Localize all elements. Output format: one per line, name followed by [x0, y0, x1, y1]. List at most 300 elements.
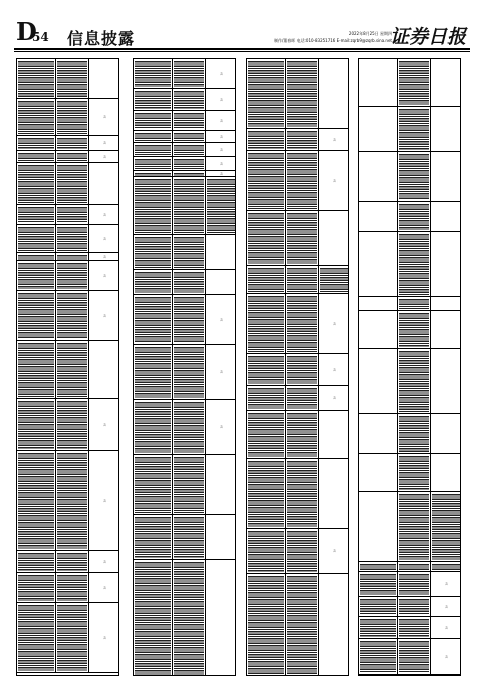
table-cell	[172, 143, 205, 156]
table-cell	[172, 131, 205, 142]
cell-value: 否	[103, 314, 106, 317]
table-cell	[17, 163, 55, 204]
text-block	[399, 234, 429, 295]
table-cell	[134, 400, 172, 454]
table-cell	[397, 232, 430, 296]
table-cell	[318, 574, 348, 676]
table-cell	[247, 266, 285, 293]
cell-value: 否	[220, 172, 223, 175]
text-block	[135, 113, 171, 129]
table-row	[17, 573, 118, 603]
table-cell	[17, 253, 55, 260]
table-cell	[88, 261, 118, 290]
table-cell	[205, 157, 235, 170]
table-row	[134, 177, 235, 235]
table-column-1	[16, 58, 119, 676]
cell-value: 否	[220, 98, 223, 101]
table-row	[359, 232, 460, 297]
text-block	[399, 351, 429, 412]
text-block	[18, 605, 54, 671]
text-block	[174, 237, 204, 268]
table-cell	[430, 617, 460, 638]
table-row	[359, 617, 460, 639]
table-cell	[55, 451, 88, 550]
table-row	[359, 59, 460, 107]
table-cell	[359, 414, 397, 453]
table-row	[247, 59, 348, 129]
text-block	[57, 293, 87, 339]
table-cell	[134, 345, 172, 399]
text-block	[18, 207, 54, 223]
table-row	[247, 211, 348, 266]
table-row	[17, 151, 118, 163]
table-cell	[172, 400, 205, 454]
text-block	[18, 293, 54, 339]
table-cell	[172, 157, 205, 170]
table-cell	[359, 572, 397, 596]
table-cell	[205, 400, 235, 454]
text-block	[399, 456, 429, 490]
table-row	[134, 235, 235, 270]
cell-value: 否	[333, 322, 336, 325]
masthead-logo: 证券日报	[389, 26, 466, 48]
table-cell	[397, 572, 430, 596]
table-cell	[205, 455, 235, 514]
table-cell	[318, 59, 348, 128]
table-cell	[430, 297, 460, 310]
text-block	[287, 213, 317, 264]
table-cell	[318, 266, 348, 293]
table-row	[134, 59, 235, 89]
table-cell	[55, 291, 88, 340]
table-row	[359, 454, 460, 492]
table-row	[17, 205, 118, 225]
table-cell	[55, 261, 88, 290]
text-block	[57, 227, 87, 251]
table-cell	[134, 235, 172, 269]
cell-value: 否	[220, 119, 223, 122]
cell-value: 否	[103, 255, 106, 258]
table-row	[17, 163, 118, 205]
table-cell	[397, 349, 430, 413]
table-cell	[285, 294, 318, 353]
text-block	[18, 401, 54, 449]
cell-value: 否	[333, 396, 336, 400]
cell-value: 否	[220, 135, 223, 138]
table-cell	[172, 235, 205, 269]
text-block	[287, 61, 317, 127]
table-cell	[430, 59, 460, 106]
table-cell	[397, 562, 430, 571]
text-block	[399, 416, 429, 452]
text-block	[135, 297, 171, 343]
cell-value: 否	[103, 499, 106, 502]
table-cell	[285, 574, 318, 676]
text-block	[57, 553, 87, 571]
table-cell	[359, 617, 397, 638]
table-cell	[247, 411, 285, 458]
table-cell	[205, 59, 235, 88]
table-cell	[88, 205, 118, 224]
table-cell	[88, 163, 118, 204]
text-block	[287, 296, 317, 352]
table-cell	[17, 341, 55, 398]
table-row	[17, 603, 118, 673]
table-row	[359, 297, 460, 311]
table-cell	[430, 202, 460, 231]
text-block	[248, 131, 284, 149]
table-cell	[285, 529, 318, 573]
cell-value: 否	[333, 549, 336, 553]
table-row	[359, 639, 460, 675]
table-cell	[55, 99, 88, 135]
table-cell	[88, 291, 118, 340]
table-cell	[318, 386, 348, 410]
text-block	[287, 461, 317, 527]
cell-value: 否	[103, 237, 106, 240]
table-cell	[285, 211, 318, 265]
table-cell	[134, 171, 172, 176]
table-cell	[172, 560, 205, 676]
section-title: 信息披露	[67, 29, 136, 48]
table-cell	[430, 414, 460, 453]
table-row	[359, 414, 460, 454]
table-cell	[318, 294, 348, 353]
table-row	[247, 294, 348, 354]
table-cell	[359, 297, 397, 310]
table-cell	[359, 232, 397, 296]
table-cell	[205, 89, 235, 110]
table-row	[134, 111, 235, 131]
text-block	[248, 576, 284, 675]
table-cell	[318, 211, 348, 265]
text-block	[320, 268, 348, 292]
text-block	[57, 255, 87, 260]
table-cell	[397, 59, 430, 106]
text-block	[287, 356, 317, 384]
table-cell	[205, 235, 235, 269]
table-cell	[172, 295, 205, 344]
table-cell	[318, 411, 348, 458]
table-cell	[205, 560, 235, 676]
table-row	[17, 261, 118, 291]
text-block	[57, 453, 87, 549]
table-cell	[430, 572, 460, 596]
table-cell	[397, 311, 430, 348]
table-row	[134, 157, 235, 171]
text-block	[399, 564, 429, 570]
table-cell	[134, 515, 172, 559]
table-cell	[55, 399, 88, 450]
text-block	[18, 227, 54, 251]
table-row	[134, 345, 235, 400]
table-row	[247, 129, 348, 151]
text-block	[248, 388, 284, 409]
table-row	[17, 551, 118, 573]
text-block	[399, 61, 429, 105]
table-cell	[430, 454, 460, 491]
table-cell	[134, 157, 172, 170]
table-cell	[285, 354, 318, 385]
table-cell	[205, 111, 235, 130]
table-cell	[397, 617, 430, 638]
table-row	[359, 202, 460, 232]
cell-value: 否	[103, 155, 106, 158]
cell-value: 否	[103, 115, 106, 119]
table-row	[134, 295, 235, 345]
table-cell	[430, 232, 460, 296]
table-cell	[88, 603, 118, 672]
table-cell	[205, 515, 235, 559]
table-cell	[359, 311, 397, 348]
table-cell	[430, 492, 460, 561]
table-cell	[318, 151, 348, 210]
text-block	[174, 159, 204, 169]
editor-line: 制作/董春晖 电话:010-83251716 E-mail:zqrb9@zqrb.sina.net	[273, 38, 392, 43]
table-cell	[172, 171, 205, 176]
text-block	[18, 153, 54, 161]
table-row	[359, 492, 460, 562]
table-row	[17, 59, 118, 99]
cell-value: 否	[333, 179, 336, 182]
table-cell	[397, 107, 430, 151]
text-block	[135, 91, 171, 109]
table-row	[247, 386, 348, 411]
text-block	[57, 401, 87, 449]
cell-value: 否	[445, 655, 448, 658]
cell-value: 否	[445, 605, 448, 608]
text-block	[57, 153, 87, 161]
table-cell	[430, 107, 460, 151]
table-cell	[17, 551, 55, 572]
table-cell	[247, 59, 285, 128]
table-cell	[172, 59, 205, 88]
table-cell	[88, 253, 118, 260]
text-block	[135, 61, 171, 87]
table-cell	[55, 573, 88, 602]
table-cell	[430, 349, 460, 413]
table-cell	[172, 111, 205, 130]
text-block	[248, 61, 284, 127]
table-cell	[88, 59, 118, 98]
text-block	[135, 517, 171, 558]
table-cell	[359, 107, 397, 151]
table-row	[247, 266, 348, 294]
text-block	[360, 599, 396, 615]
table-row	[134, 400, 235, 455]
table-cell	[55, 551, 88, 572]
table-cell	[134, 131, 172, 142]
table-cell	[134, 177, 172, 234]
text-block	[18, 575, 54, 601]
header-rule-thin	[14, 51, 470, 52]
table-row	[134, 560, 235, 676]
text-block	[399, 619, 429, 637]
text-block	[57, 207, 87, 223]
table-row	[17, 99, 118, 136]
table-cell	[55, 225, 88, 252]
text-block	[18, 263, 54, 289]
table-cell	[17, 99, 55, 135]
text-block	[248, 268, 284, 292]
text-block	[135, 562, 171, 675]
text-block	[432, 564, 460, 570]
text-block	[18, 255, 54, 260]
table-cell	[55, 205, 88, 224]
table-cell	[397, 492, 430, 561]
table-cell	[17, 59, 55, 98]
table-row	[134, 89, 235, 111]
text-block	[135, 347, 171, 398]
table-cell	[318, 529, 348, 573]
table-cell	[17, 205, 55, 224]
table-row	[359, 311, 460, 349]
table-row	[247, 574, 348, 676]
table-cell	[285, 266, 318, 293]
table-cell	[205, 295, 235, 344]
table-column-3	[246, 58, 349, 676]
cell-value: 否	[103, 636, 106, 639]
table-cell	[359, 152, 397, 201]
table-cell	[172, 345, 205, 399]
table-cell	[318, 459, 348, 528]
table-cell	[55, 59, 88, 98]
text-block	[360, 564, 396, 570]
text-block	[399, 154, 429, 200]
text-block	[174, 113, 204, 129]
text-block	[135, 145, 171, 155]
table-cell	[285, 411, 318, 458]
cell-value: 否	[103, 213, 106, 216]
table-cell	[17, 136, 55, 150]
header-rule	[14, 48, 470, 50]
table-cell	[17, 291, 55, 340]
text-block	[18, 165, 54, 203]
text-block	[135, 457, 171, 513]
table-row	[359, 349, 460, 414]
text-block	[248, 153, 284, 209]
text-block	[399, 204, 429, 230]
text-block	[248, 213, 284, 264]
table-cell	[205, 131, 235, 142]
table-row	[17, 253, 118, 261]
text-block	[399, 574, 429, 595]
table-row	[17, 136, 118, 151]
text-block	[287, 531, 317, 572]
page-header	[0, 0, 484, 50]
table-cell	[205, 270, 235, 294]
table-cell	[134, 295, 172, 344]
table-row	[247, 151, 348, 211]
table-cell	[285, 386, 318, 410]
table-row	[247, 459, 348, 529]
text-block	[399, 299, 429, 309]
table-row	[17, 291, 118, 341]
text-block	[57, 605, 87, 671]
table-cell	[397, 152, 430, 201]
table-cell	[318, 354, 348, 385]
text-block	[135, 237, 171, 268]
text-block	[135, 133, 171, 141]
table-cell	[285, 59, 318, 128]
table-row	[17, 399, 118, 451]
text-block	[174, 457, 204, 513]
text-block	[399, 109, 429, 150]
table-cell	[172, 270, 205, 294]
text-block	[287, 153, 317, 209]
cell-value: 否	[103, 586, 106, 589]
text-block	[57, 575, 87, 601]
text-block	[135, 179, 171, 233]
text-block	[399, 641, 429, 673]
table-cell	[17, 261, 55, 290]
table-cell	[397, 297, 430, 310]
table-cell	[247, 354, 285, 385]
text-block	[248, 531, 284, 572]
table-cell	[205, 143, 235, 156]
table-cell	[17, 151, 55, 162]
table-row	[134, 515, 235, 560]
table-cell	[359, 562, 397, 571]
table-cell	[285, 459, 318, 528]
table-row	[247, 354, 348, 386]
text-block	[57, 101, 87, 134]
section-letter: D	[16, 17, 37, 46]
table-cell	[430, 311, 460, 348]
table-row	[359, 572, 460, 597]
table-cell	[359, 597, 397, 616]
table-cell	[88, 341, 118, 398]
text-block	[174, 145, 204, 155]
cell-value: 否	[445, 582, 448, 586]
table-column-4	[358, 58, 461, 676]
table-cell	[359, 639, 397, 674]
table-cell	[430, 597, 460, 616]
table-cell	[55, 603, 88, 672]
text-block	[174, 133, 204, 141]
table-cell	[318, 129, 348, 150]
table-cell	[134, 455, 172, 514]
table-row	[17, 341, 118, 399]
table-cell	[359, 349, 397, 413]
table-cell	[17, 451, 55, 550]
cell-value: 否	[220, 425, 223, 429]
cell-value: 否	[220, 370, 223, 374]
table-cell	[17, 603, 55, 672]
text-block	[432, 494, 460, 560]
cell-value: 否	[333, 368, 336, 371]
text-block	[174, 517, 204, 558]
table-cell	[397, 454, 430, 491]
table-row	[359, 597, 460, 617]
text-block	[174, 347, 204, 398]
cell-value: 否	[103, 141, 106, 145]
text-block	[248, 356, 284, 384]
text-block	[57, 165, 87, 203]
table-cell	[359, 454, 397, 491]
table-cell	[205, 177, 235, 234]
table-column-2	[133, 58, 236, 676]
table-cell	[247, 151, 285, 210]
table-row	[247, 411, 348, 459]
table-cell	[88, 551, 118, 572]
text-block	[18, 343, 54, 397]
cell-value: 否	[220, 162, 223, 165]
text-block	[135, 173, 171, 176]
cell-value: 否	[103, 423, 106, 426]
table-cell	[397, 202, 430, 231]
text-block	[174, 402, 204, 453]
